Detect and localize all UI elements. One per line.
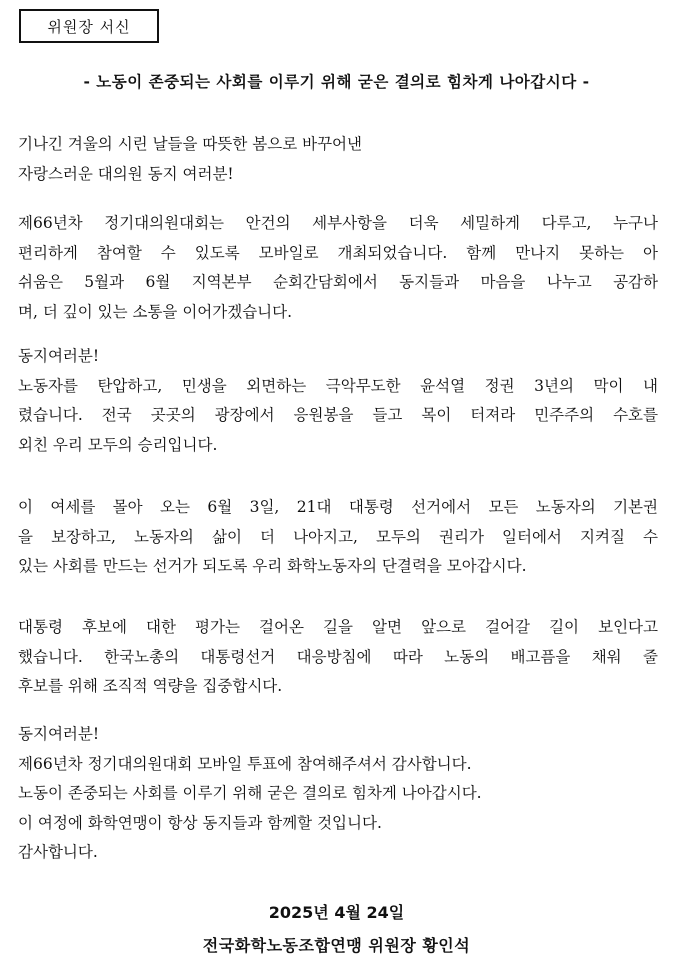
text-line: 있는 사회를 만드는 선거가 되도록 우리 화학노동자의 단결력을 모아갑시다. xyxy=(18,557,527,575)
text-line: 이 여정에 화학연맹이 항상 동지들과 함께할 것입니다. xyxy=(18,813,382,832)
paragraph-convention xyxy=(18,209,658,327)
paragraph-victory xyxy=(18,342,658,460)
text-line: 노동이 존중되는 사회를 이루기 위해 굳은 결의로 힘차게 나아갑시다. xyxy=(18,784,482,802)
header-title-box xyxy=(19,9,159,43)
paragraph-greeting xyxy=(18,130,658,189)
text-line: 후보를 위해 조직적 역량을 집중합시다. xyxy=(18,677,283,695)
text-line: 노동자를 탄압하고, 민생을 외면하는 극악무도한 윤석열 정권 3년의 막이 내 xyxy=(18,376,658,395)
text-line: 동지여러분! xyxy=(18,725,100,743)
text-line: 편리하게 참여할 수 있도록 모바일로 개최되었습니다. 함께 만나지 못하는 아 xyxy=(18,243,658,262)
paragraph-election xyxy=(18,493,658,582)
paragraph-closing xyxy=(18,720,658,868)
text-line: 제66년차 정기대의원대회 모바일 투표에 참여해주셔서 감사합니다. xyxy=(18,754,472,773)
text-line: 기나긴 겨울의 시린 날들을 따뜻한 봄으로 바꾸어낸 xyxy=(18,135,362,153)
text-line: 렸습니다. 전국 곳곳의 광장에서 응원봉을 들고 목이 터져라 민주주의 수호를 xyxy=(18,406,658,424)
text-line: 자랑스러운 대의원 동지 여러분! xyxy=(18,164,234,183)
text-line: 외친 우리 모두의 승리입니다. xyxy=(18,435,218,454)
text-line: 했습니다. 한국노총의 대통령선거 대응방침에 따라 노동의 배고픔을 채워 줄 xyxy=(18,647,658,666)
text-line: 을 보장하고, 노동자의 삶이 더 나아지고, 모두의 권리가 일터에서 지켜질 수 xyxy=(18,527,658,546)
text-line: 대통령 후보에 대한 평가는 걸어온 길을 알면 앞으로 걸어갈 길이 보인다고 xyxy=(18,618,658,636)
text-line: 동지여러분! xyxy=(18,347,100,365)
letter-signature: 전국화학노동조합연맹 위원장 황인석 xyxy=(202,936,471,955)
letter-date: 2025년 4월 24일 xyxy=(268,903,405,922)
letter-subtitle: - 노동이 존중되는 사회를 이루기 위해 굳은 결의로 힘차게 나아갑시다 - xyxy=(83,73,590,91)
text-line: 쉬움은 5월과 6월 지역본부 순회간담회에서 동지들과 마음을 나누고 공감하 xyxy=(18,273,658,291)
text-line: 감사합니다. xyxy=(18,843,98,861)
text-line: 이 여세를 몰아 오는 6월 3일, 21대 대통령 선거에서 모든 노동자의 기본권 xyxy=(18,498,658,516)
paragraph-candidate xyxy=(18,613,658,702)
header-title: 위원장 서신 xyxy=(47,17,131,36)
text-line: 며, 더 깊이 있는 소통을 이어가겠습니다. xyxy=(18,302,293,321)
text-line: 제66년차 정기대의원대회는 안건의 세부사항을 더욱 세밀하게 다루고, 누구나 xyxy=(18,214,658,232)
